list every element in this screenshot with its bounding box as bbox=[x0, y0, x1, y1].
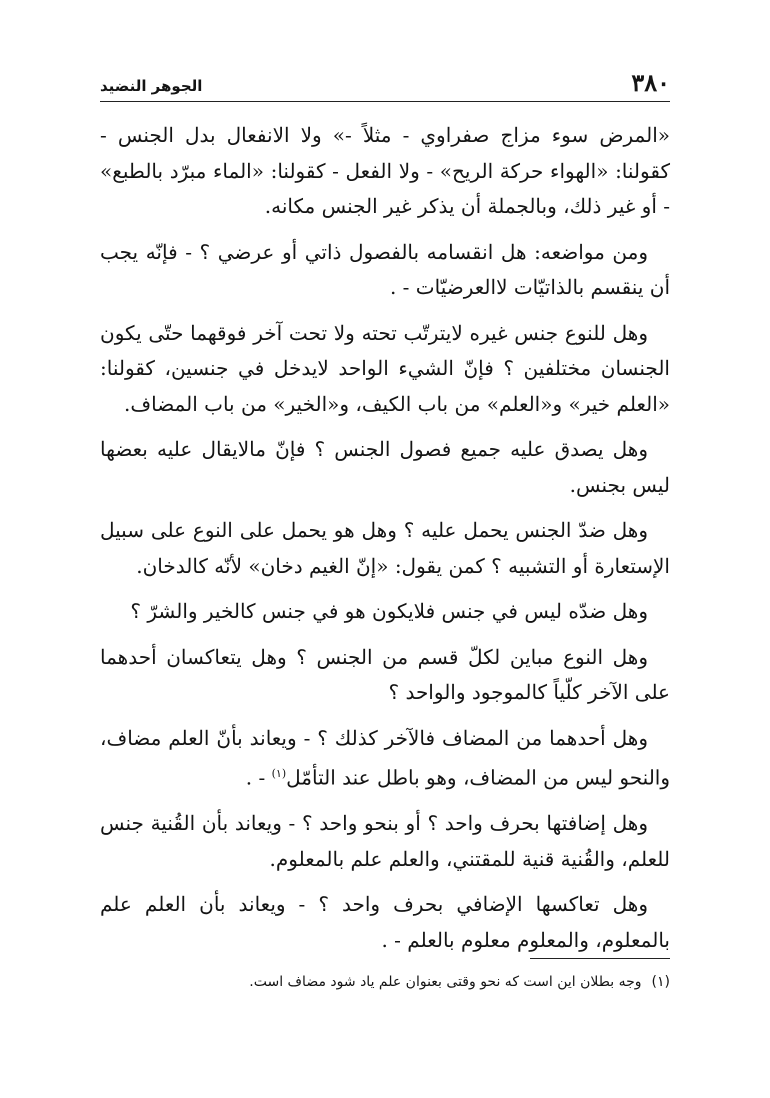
page-number: ٣٨٠ bbox=[631, 68, 670, 97]
paragraph: وهل يصدق عليه جميع فصول الجنس ؟ فإنّ مالايقال عليه بعضها ليس بجنس. bbox=[100, 437, 670, 497]
paragraph: «المرض سوء مزاج صفراوي - مثلاً -» ولا الانفعال بدل الجنس - كقولنا: «الهواء حركة الريح» - ولا الفعل - كقولنا: «الماء مبرّد بالطبع» - أو غير ذلك، وبالجملة أن يذكر غير الجنس مكانه. bbox=[100, 123, 670, 218]
footnote-reference[interactable]: (١) bbox=[271, 767, 287, 780]
paragraph: وهل ضدّه ليس في جنس فلايكون هو في جنس كالخير والشرّ ؟ bbox=[130, 599, 648, 623]
running-title: الجوهر النضيد bbox=[100, 77, 203, 95]
paragraph-with-note bbox=[100, 721, 670, 797]
footnote-number: (١) bbox=[651, 974, 670, 990]
paragraph: وهل ضدّ الجنس يحمل عليه ؟ وهل هو يحمل على النوع على سبيل الإستعارة أو التشبيه ؟ كمن يقول: «إنّ الغيم دخان» لأنّه كالدخان. bbox=[100, 518, 670, 578]
paragraph-tail: - . bbox=[245, 765, 272, 790]
footnote bbox=[100, 970, 670, 994]
paragraph: وهل النوع مباين لكلّ قسم من الجنس ؟ وهل يتعاكسان أحدهما على الآخر كلّياً كالموجود والواحد ؟ bbox=[100, 644, 670, 704]
paragraph-text: وهل أحدهما من المضاف فالآخر كذلك ؟ - ويعاند بأنّ العلم مضاف، والنحو ليس من المضاف، وهو باطل عند التأمّل bbox=[100, 725, 670, 790]
footnote-divider bbox=[530, 958, 670, 959]
paragraph: وهل إضافتها بحرف واحد ؟ أو بنحو واحد ؟ - ويعاند بأن القُنية جنس للعلم، والقُنية قنية للمقتني، والعلم علم بالمعلوم. bbox=[100, 811, 670, 871]
paragraph: ومن مواضعه: هل انقسامه بالفصول ذاتي أو عرضي ؟ - فإنّه يجب أن ينقسم بالذاتيّات لاالعرضيّات - . bbox=[100, 239, 670, 299]
paragraph: وهل تعاكسها الإضافي بحرف واحد ؟ - ويعاند بأن العلم علم بالمعلوم، والمعلوم معلوم بالعلم - . bbox=[100, 892, 670, 952]
body-text bbox=[100, 118, 670, 968]
footnote-text: وجه بطلان اين است كه نحو وقتى بعنوان علم ياد شود مضاف است. bbox=[249, 974, 642, 990]
page-header bbox=[100, 62, 670, 102]
paragraph: وهل للنوع جنس غيره لايترتّب تحته ولا تحت آخر فوقهما حتّى يكون الجنسان مختلفين ؟ فإنّ الشيء الواحد لايدخل في جنسين، كقولنا: «العلم خير» و«العلم» من باب الكيف، و«الخير» من باب المضاف. bbox=[100, 320, 670, 416]
